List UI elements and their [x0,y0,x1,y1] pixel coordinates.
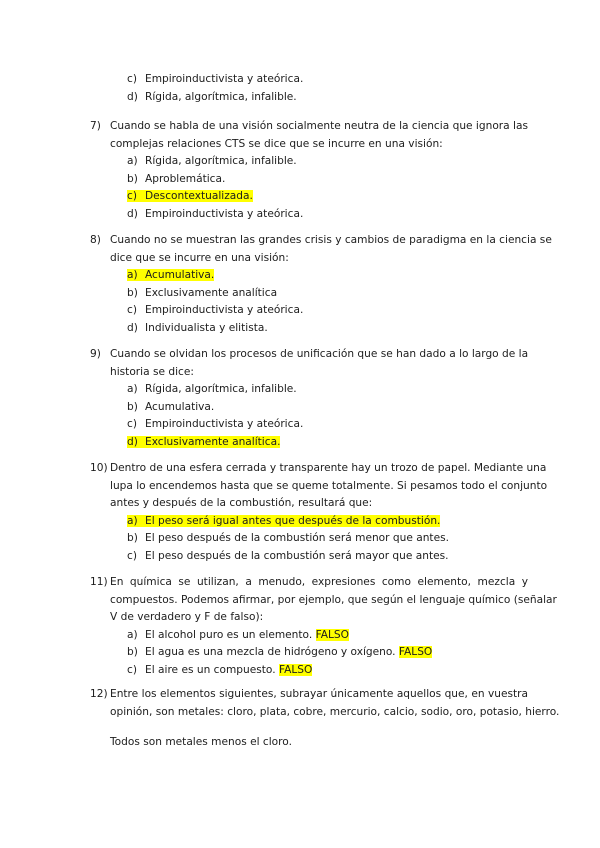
question-8 [90,232,552,337]
question-text: En química se utilizan, a menudo, expresiones como elemento, mezcla y compuestos. Podemos afirmar, por ejemplo, que según el lenguaje químico (señalar V de verdadero y F de falso): [110,576,557,623]
option: c) Empiroinductivista y ateórica. [127,304,304,316]
answer-text: Todos son metales menos el cloro. [110,736,292,748]
options-list [127,153,528,223]
options-list [127,267,528,337]
question-10 [90,460,548,565]
question-number: 11) [90,576,108,588]
option: c) Empiroinductivista y ateórica. [127,418,304,430]
answer-mark: FALSO [398,646,433,658]
question-11 [90,574,557,679]
question-7 [90,118,528,223]
question-text: Cuando se habla de una visión socialmente neutra de la ciencia que ignora las complejas relaciones CTS se dice que se incurre en una visión: [110,120,528,150]
option: b) El agua es una mezcla de hidrógeno y oxígeno. FALSO [127,646,433,658]
question-9 [90,346,528,451]
option-highlighted: a) Acumulativa. [127,269,215,281]
option: b) Acumulativa. [127,400,215,413]
option: c) El aire es un compuesto. FALSO [127,663,313,676]
option-highlighted: d) Exclusivamente analítica. [127,435,281,448]
question-number: 10) [90,462,108,474]
question-number: 8) [90,234,101,246]
question-number: 9) [90,348,101,360]
option: a) Rígida, algorítmica, infalible. [127,383,297,395]
question-text: Entre los elementos siguientes, subrayar únicamente aquellos que, en vuestra opinión, son metales: cloro, plata, cobre, mercurio, calcio, sodio, oro, potasio, hierro. [110,688,560,718]
option: c) Empiroinductivista y ateórica. [127,73,304,85]
option: a) Rígida, algorítmica, infalible. [127,155,297,167]
question-text: Dentro de una esfera cerrada y transparente hay un trozo de papel. Mediante una lupa lo encendemos hasta que se queme totalmente. Si pesamos todo el conjunto antes y después de la combustión, resultará que: [110,462,548,509]
option: d) Rígida, algorítmica, infalible. [127,90,297,103]
option: b) El peso después de la combustión será menor que antes. [127,532,449,544]
options-list [127,381,528,451]
question-text: Cuando no se muestran las grandes crisis y cambios de paradigma en la ciencia se dice que se incurre en una visión: [110,234,552,264]
option-highlighted: a) El peso será igual antes que después de la combustión. [127,514,441,527]
question-12 [90,686,560,721]
option: d) Individualista y elitista. [127,321,268,334]
options-list [127,513,528,566]
option: b) Aproblemática. [127,172,226,185]
question-number: 7) [90,120,101,132]
option: c) El peso después de la combustión será mayor que antes. [127,549,449,562]
option: d) Empiroinductivista y ateórica. [127,207,304,220]
answer-mark: FALSO [315,628,349,641]
question-number: 12) [90,688,108,700]
question-text: Cuando se olvidan los procesos de unificación que se han dado a lo largo de la historia se dice: [110,348,529,378]
option-highlighted: c) Descontextualizada. [127,190,253,202]
option: a) El alcohol puro es un elemento. FALSO [127,628,349,641]
answer-mark: FALSO [278,663,313,676]
option: b) Exclusivamente analítica [127,286,278,299]
previous-options [127,71,303,106]
options-list [127,627,528,680]
